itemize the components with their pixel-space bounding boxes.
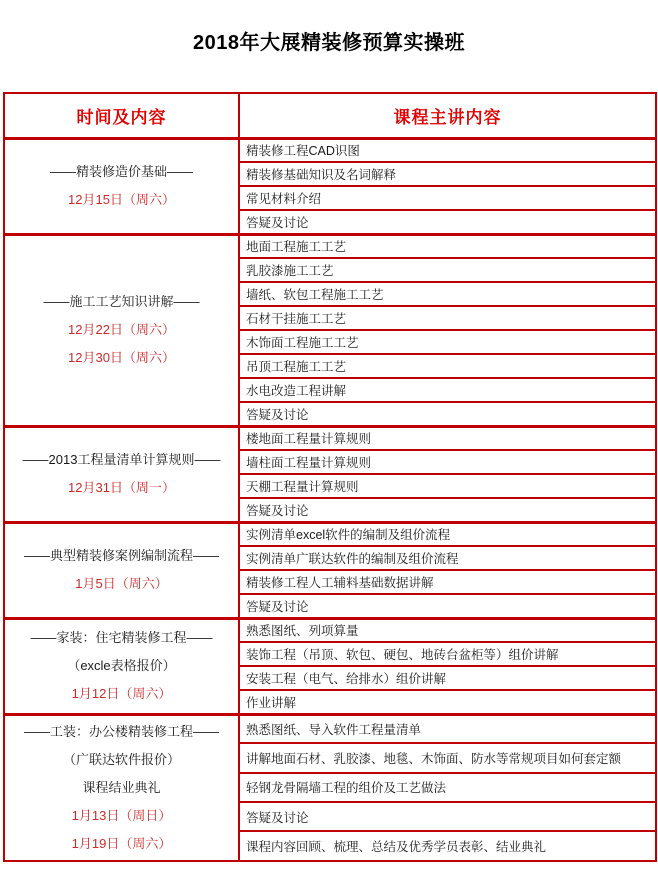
topic-cell: 讲解地面石材、乳胶漆、地毯、木饰面、防水等常规项目如何套定额: [239, 743, 656, 772]
table-header-row: [4, 93, 656, 138]
session-title: ——施工工艺知识讲解——: [43, 294, 200, 309]
session-cell-2: [4, 234, 239, 426]
topic-cell: 木饰面工程施工工艺: [239, 330, 656, 354]
session-title: （广联达软件报价）: [62, 751, 180, 767]
session-date: 1月12日（周六）: [71, 686, 172, 701]
topic-cell: 实例清单广联达软件的编制及组价流程: [239, 546, 656, 570]
topic-cell: 熟悉图纸、列项算量: [239, 618, 656, 642]
session-title: ——2013工程量清单计算规则——: [22, 452, 221, 467]
session-cell-1: [4, 138, 239, 234]
session-title: （excle表格报价）: [67, 658, 176, 673]
topic-cell: 精装修工程CAD识图: [239, 138, 656, 162]
session-date: 1月5日（周六）: [75, 576, 168, 591]
topic-cell: 乳胶漆施工工艺: [239, 258, 656, 282]
course-schedule-table: [3, 92, 657, 862]
session-title: ——家装：住宅精装修工程——: [30, 630, 213, 645]
table-body: [4, 138, 656, 861]
table-row: [4, 522, 656, 546]
session-title: ——精装修造价基础——: [49, 164, 193, 179]
topic-cell: 墙纸、软包工程施工工艺: [239, 282, 656, 306]
topic-cell: 楼地面工程量计算规则: [239, 426, 656, 450]
topic-cell: 精装修基础知识及名词解释: [239, 162, 656, 186]
topic-cell: 熟悉图纸、导入软件工程量清单: [239, 714, 656, 743]
topic-cell: 水电改造工程讲解: [239, 378, 656, 402]
session-date: 12月31日（周一）: [68, 480, 175, 495]
topic-cell: 答疑及讨论: [239, 498, 656, 522]
table-row: [4, 138, 656, 162]
topic-cell: 答疑及讨论: [239, 402, 656, 426]
session-cell-6: [4, 714, 239, 861]
table-row: [4, 234, 656, 258]
session-title: ——工装：办公楼精装修工程——: [23, 723, 219, 739]
page-title: 2018年大展精装修预算实操班: [193, 32, 465, 54]
session-date: 12月15日（周六）: [68, 192, 175, 207]
table-row: [4, 426, 656, 450]
table-row: [4, 714, 656, 743]
session-title: ——典型精装修案例编制流程——: [23, 548, 219, 563]
session-date: 1月19日（周六）: [71, 835, 172, 851]
session-cell-3: [4, 426, 239, 522]
session-date: 1月13日（周日）: [71, 807, 172, 823]
topic-cell: 石材干挂施工工艺: [239, 306, 656, 330]
topic-cell: 实例清单excel软件的编制及组价流程: [239, 522, 656, 546]
topic-cell: 精装修工程人工辅料基础数据讲解: [239, 570, 656, 594]
table-row: [4, 618, 656, 642]
topic-cell: 课程内容回顾、梳理、总结及优秀学员表彰、结业典礼: [239, 831, 656, 860]
topic-cell: 答疑及讨论: [239, 594, 656, 618]
topic-cell: 答疑及讨论: [239, 802, 656, 831]
column-header-time: 时间及内容: [4, 93, 239, 138]
topic-cell: 轻钢龙骨隔墙工程的组价及工艺做法: [239, 773, 656, 802]
session-date: 12月22日（周六）: [68, 322, 175, 337]
topic-cell: 墙柱面工程量计算规则: [239, 450, 656, 474]
column-header-course-content: 课程主讲内容: [239, 93, 656, 138]
session-cell-5: [4, 618, 239, 714]
topic-cell: 作业讲解: [239, 690, 656, 714]
session-title: 课程结业典礼: [82, 779, 161, 795]
topic-cell: 答疑及讨论: [239, 210, 656, 234]
topic-cell: 装饰工程（吊顶、软包、硬包、地砖台盆柜等）组价讲解: [239, 642, 656, 666]
topic-cell: 天棚工程量计算规则: [239, 474, 656, 498]
topic-cell: 常见材料介绍: [239, 186, 656, 210]
topic-cell: 安装工程（电气、给排水）组价讲解: [239, 666, 656, 690]
topic-cell: 地面工程施工工艺: [239, 234, 656, 258]
topic-cell: 吊顶工程施工工艺: [239, 354, 656, 378]
session-cell-4: [4, 522, 239, 618]
session-date: 12月30日（周六）: [68, 350, 175, 365]
